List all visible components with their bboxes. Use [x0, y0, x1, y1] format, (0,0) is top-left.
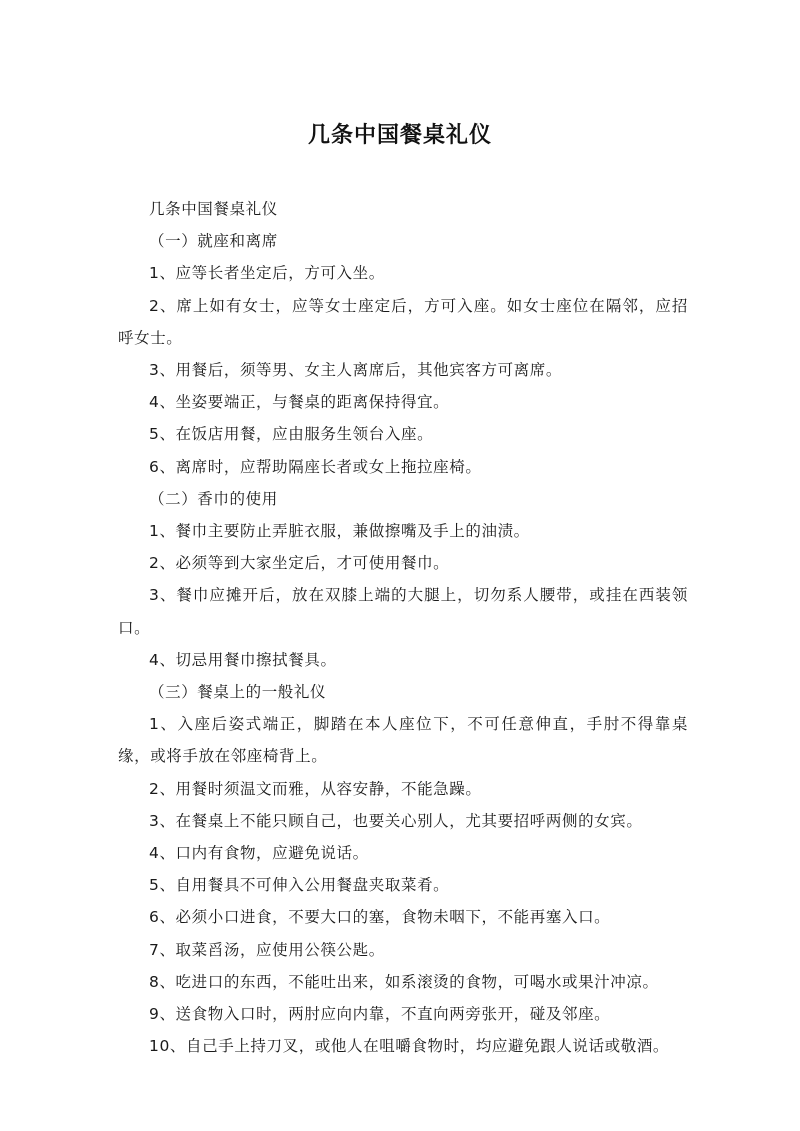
document-body	[118, 193, 688, 1062]
rule-paragraph: 1、应等长者坐定后，方可入坐。	[149, 264, 385, 283]
rule-paragraph: 6、必须小口进食，不要大口的塞，食物未咽下，不能再塞入口。	[149, 908, 611, 927]
document-title: 几条中国餐桌礼仪	[307, 123, 492, 148]
section-heading-seating: （一）就座和离席	[149, 232, 278, 251]
rule-paragraph: 5、自用餐具不可伸入公用餐盘夹取菜肴。	[149, 876, 450, 895]
rule-paragraph: 1、餐巾主要防止弄脏衣服，兼做擦嘴及手上的油渍。	[149, 522, 530, 541]
rule-paragraph: 3、在餐桌上不能只顾自己，也要关心别人，尤其要招呼两侧的女宾。	[149, 811, 643, 830]
section-heading-napkin: （二）香巾的使用	[149, 489, 278, 508]
rule-paragraph: 3、用餐后，须等男、女主人离席后，其他宾客方可离席。	[149, 361, 562, 380]
section-heading-general: （三）餐桌上的一般礼仪	[149, 683, 327, 702]
rule-paragraph: 2、必须等到大家坐定后，才可使用餐巾。	[149, 554, 450, 573]
rule-paragraph: 9、送食物入口时，两肘应向内靠，不直向两旁张开，碰及邻座。	[149, 1005, 611, 1024]
rule-paragraph: 3、餐巾应摊开后，放在双膝上端的大腿上，切勿系人腰带，或挂在西装领口。	[118, 586, 688, 637]
rule-paragraph: 8、吃进口的东西，不能吐出来，如系滚烫的食物，可喝水或果汁冲凉。	[149, 972, 659, 991]
rule-paragraph: 2、用餐时须温文而雅，从容安静，不能急躁。	[149, 779, 482, 798]
rule-paragraph: 10、自己手上持刀叉，或他人在咀嚼食物时，均应避免跟人说话或敬酒。	[149, 1037, 670, 1056]
rule-paragraph: 4、切忌用餐巾擦拭餐具。	[149, 650, 337, 669]
rule-paragraph: 4、坐姿要端正，与餐桌的距离保持得宜。	[149, 393, 450, 412]
rule-paragraph: 4、口内有食物，应避免说话。	[149, 844, 369, 863]
rule-paragraph: 7、取菜舀汤，应使用公筷公匙。	[149, 940, 385, 959]
rule-paragraph: 2、席上如有女士，应等女士座定后，方可入座。如女士座位在隔邻，应招呼女士。	[118, 296, 688, 347]
intro-paragraph: 几条中国餐桌礼仪	[149, 200, 278, 218]
rule-paragraph: 1、入座后姿式端正，脚踏在本人座位下，不可任意伸直，手肘不得靠桌缘，或将手放在邻座椅背上。	[118, 715, 688, 766]
rule-paragraph: 6、离席时，应帮助隔座长者或女上拖拉座椅。	[149, 457, 482, 476]
rule-paragraph: 5、在饭店用餐，应由服务生领台入座。	[149, 425, 434, 444]
